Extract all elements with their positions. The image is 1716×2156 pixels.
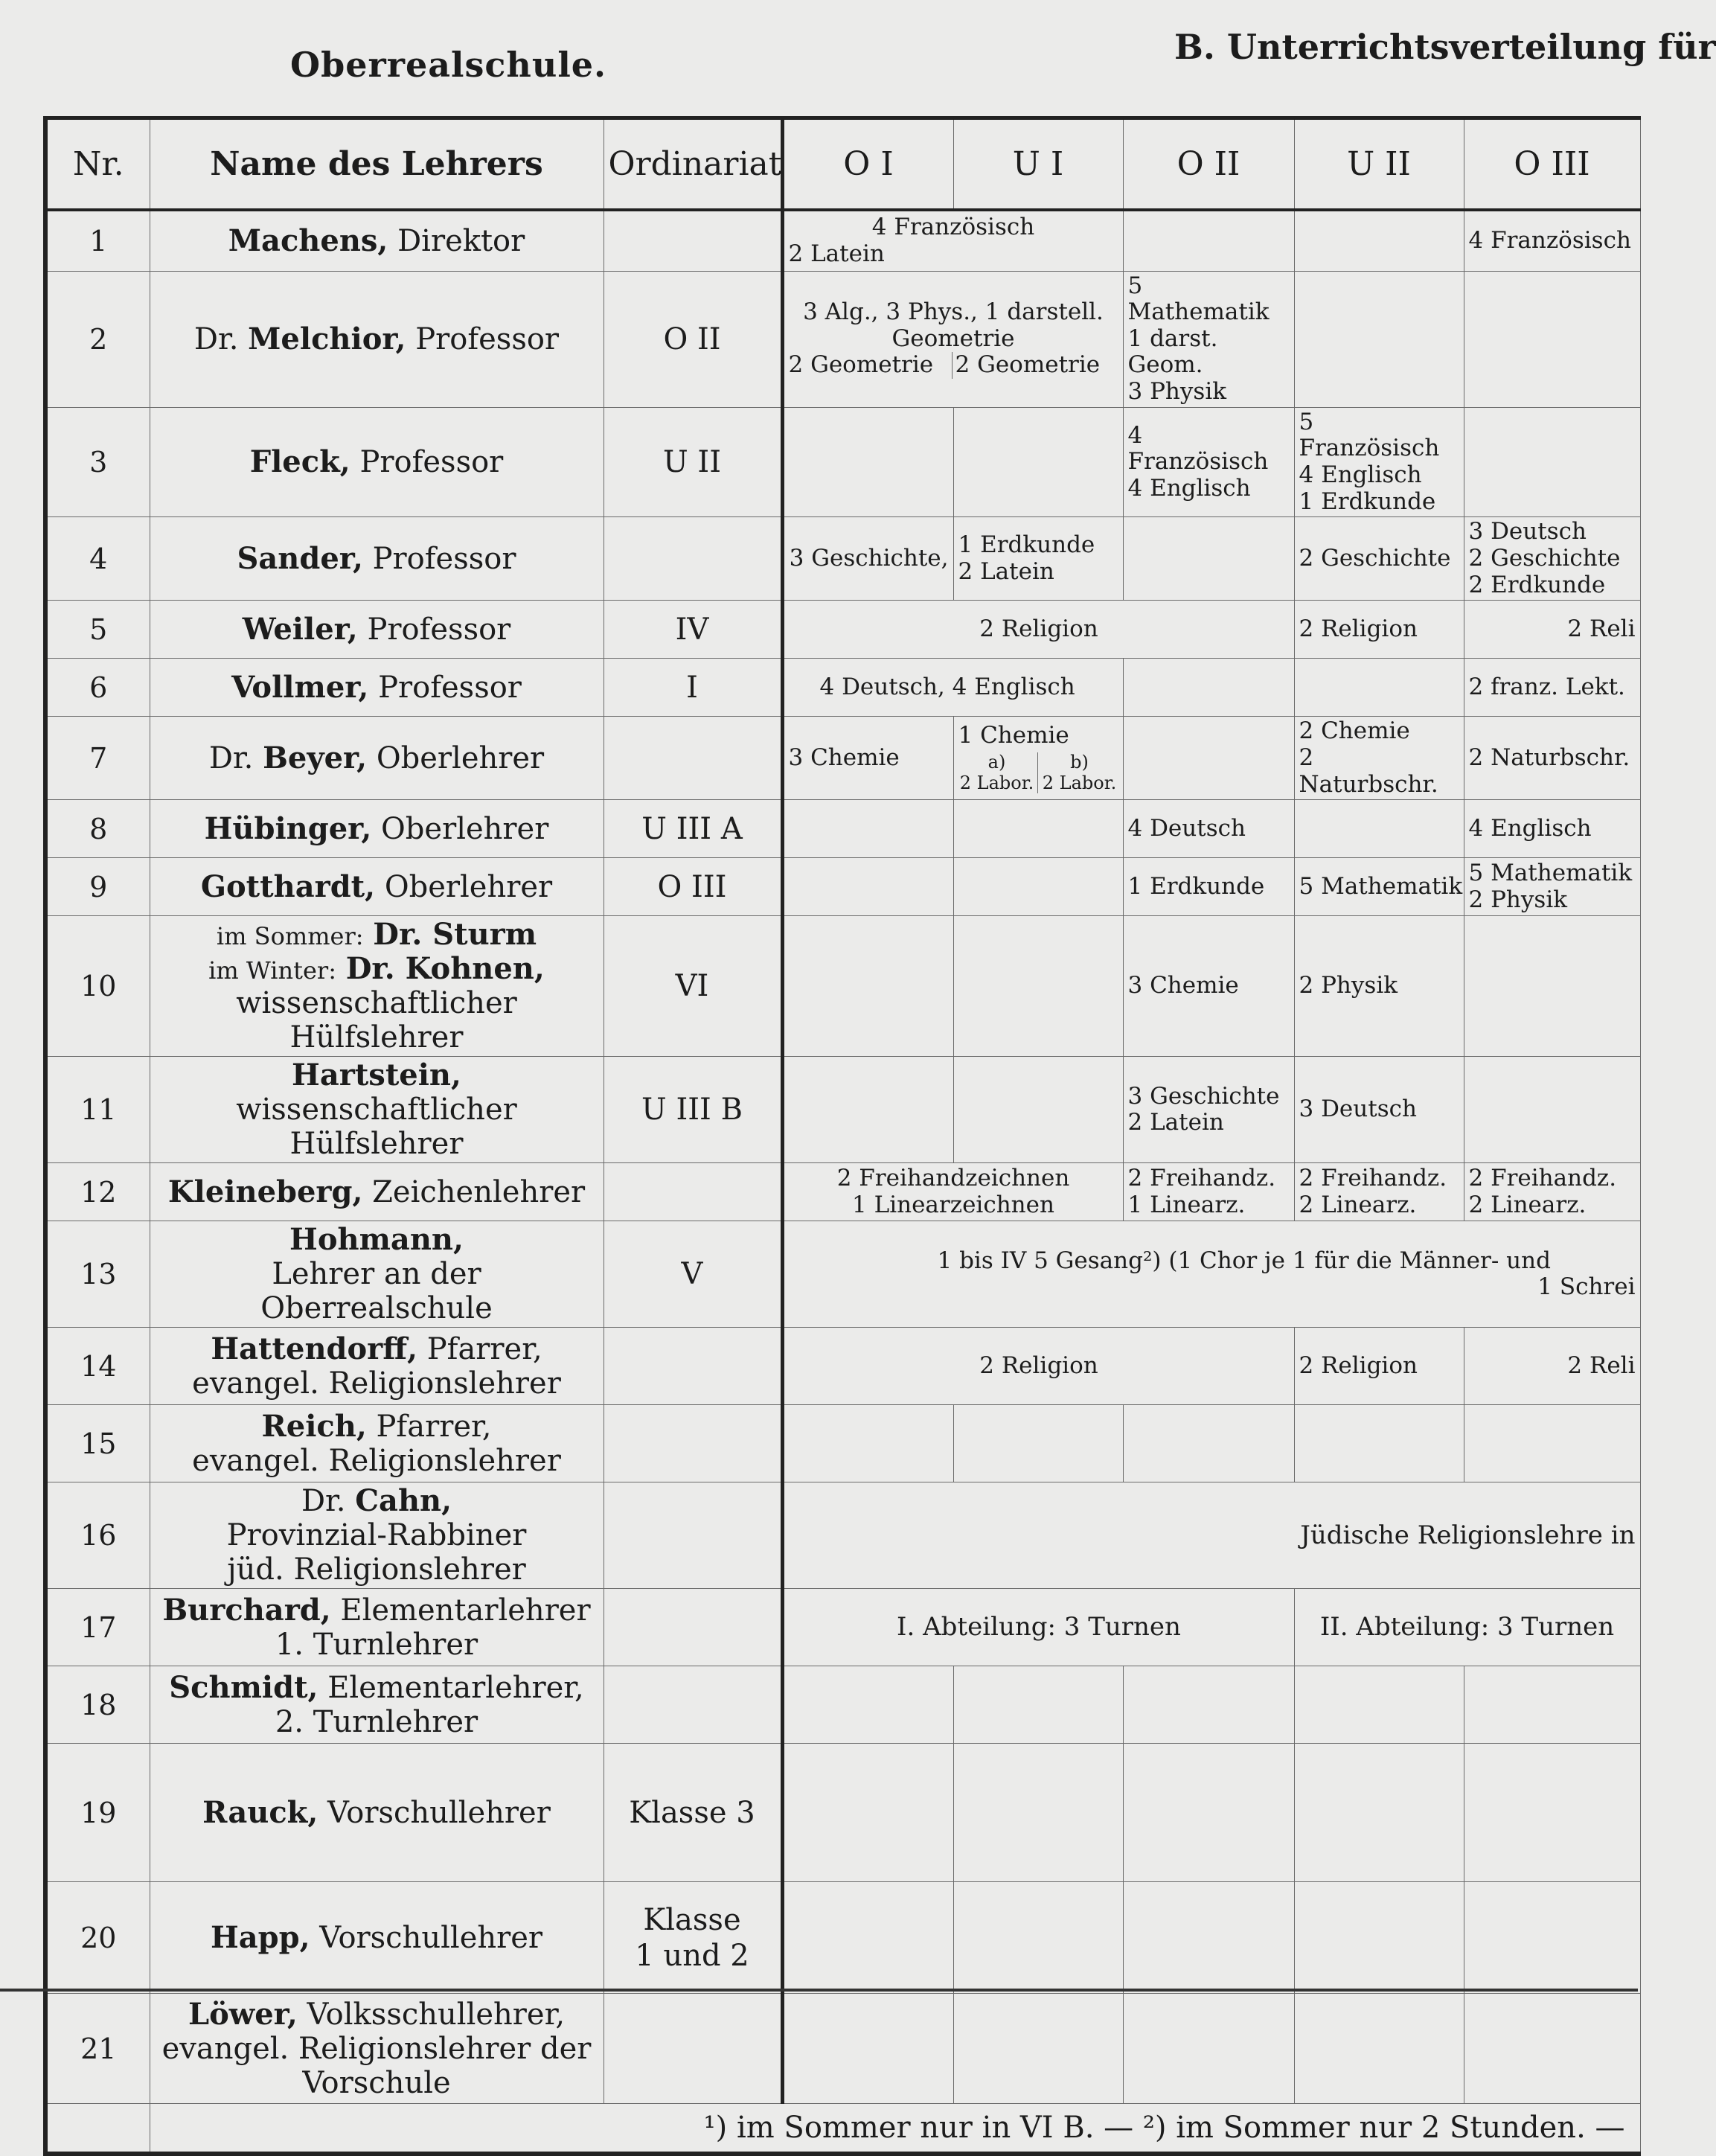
lesson-cell: 5 Mathematik 2 Physik	[1464, 858, 1640, 916]
col-oii: O II	[1123, 118, 1294, 211]
lesson-cell	[1464, 1666, 1640, 1744]
ordinariat	[604, 1482, 782, 1589]
lesson-cell: 3 Chemie	[782, 717, 953, 800]
row-nr: 5	[45, 601, 150, 659]
lesson-cell	[1123, 1882, 1294, 1994]
row-nr: 17	[45, 1589, 150, 1666]
lesson-cell	[1294, 1666, 1464, 1744]
table-row	[45, 1163, 1640, 1221]
lesson-cell	[1464, 1405, 1640, 1482]
row-nr: 11	[45, 1057, 150, 1163]
row-nr: 21	[45, 1994, 150, 2104]
teacher-name: im Sommer: Dr. Sturm im Winter: Dr. Kohnen, wissenschaftlicher Hülfslehrer	[150, 916, 604, 1057]
ordinariat: V	[604, 1221, 782, 1328]
ordinariat	[604, 517, 782, 601]
teacher-name: Löwer, Volksschullehrer, evangel. Religionslehrer der Vorschule	[150, 1994, 604, 2104]
lesson-cell	[1464, 1882, 1640, 1994]
lesson-cell	[953, 1994, 1123, 2104]
table-row	[45, 1328, 1640, 1405]
lesson-cell: 4 Französisch 2 Latein	[782, 210, 1123, 271]
school-title: Oberrealschule.	[290, 45, 607, 85]
table-row	[45, 1057, 1640, 1163]
lesson-cell	[953, 1882, 1123, 1994]
lesson-cell	[1294, 800, 1464, 858]
lesson-cell	[1123, 1744, 1294, 1882]
lesson-cell: 3 Geschichte,	[782, 517, 953, 601]
teacher-name: Burchard, Elementarlehrer 1. Turnlehrer	[150, 1589, 604, 1666]
lesson-cell	[782, 1744, 953, 1882]
lesson-cell: 2 Religion	[1294, 601, 1464, 659]
lesson-cell	[1123, 210, 1294, 271]
header-row	[45, 118, 1640, 211]
table-row	[45, 1744, 1640, 1882]
teacher-name: Vollmer, Professor	[150, 659, 604, 717]
teacher-name: Kleineberg, Zeichenlehrer	[150, 1163, 604, 1221]
lesson-cell: 2 Physik	[1294, 916, 1464, 1057]
table-row	[45, 659, 1640, 717]
lesson-cell	[782, 1666, 953, 1744]
lesson-cell: II. Abteilung: 3 Turnen	[1294, 1589, 1640, 1666]
lesson-cell	[953, 1744, 1123, 1882]
col-nr: Nr.	[45, 118, 150, 211]
ordinariat: I	[604, 659, 782, 717]
teacher-name: Hübinger, Oberlehrer	[150, 800, 604, 858]
ordinariat	[604, 1163, 782, 1221]
teacher-name: Happ, Vorschullehrer	[150, 1882, 604, 1994]
lesson-cell	[1123, 659, 1294, 717]
teacher-name: Rauck, Vorschullehrer	[150, 1744, 604, 1882]
teaching-table	[43, 116, 1641, 2156]
col-uii: U II	[1294, 118, 1464, 211]
teacher-name: Dr. Cahn, Provinzial-Rabbiner jüd. Religionslehrer	[150, 1482, 604, 1589]
lesson-cell: 2 Freihandz. 1 Linearz.	[1123, 1163, 1294, 1221]
table-row	[45, 1589, 1640, 1666]
row-nr: 2	[45, 271, 150, 407]
lesson-cell: 2 Freihandzeichnen 1 Linearzeichnen	[782, 1163, 1123, 1221]
teacher-name: Hohmann, Lehrer an der Oberrealschule	[150, 1221, 604, 1328]
lesson-cell	[782, 1405, 953, 1482]
page-title: B. Unterrichtsverteilung für	[1174, 27, 1716, 67]
lesson-cell	[1123, 1405, 1294, 1482]
lesson-cell	[1294, 271, 1464, 407]
table-row	[45, 271, 1640, 407]
teacher-name: Gotthardt, Oberlehrer	[150, 858, 604, 916]
lesson-cell: 4 Englisch	[1464, 800, 1640, 858]
teacher-name: Sander, Professor	[150, 517, 604, 601]
teacher-name: Hattendorff, Pfarrer, evangel. Religionslehrer	[150, 1328, 604, 1405]
table-row	[45, 858, 1640, 916]
lesson-cell: 2 Religion	[782, 601, 1294, 659]
lesson-cell: 2 franz. Lekt.	[1464, 659, 1640, 717]
lesson-cell: 5 Französisch 4 Englisch 1 Erdkunde	[1294, 407, 1464, 517]
lesson-cell	[782, 858, 953, 916]
ordinariat	[604, 210, 782, 271]
col-ordinariat: Ordinariat	[604, 118, 782, 211]
lesson-cell	[953, 858, 1123, 916]
table-row	[45, 517, 1640, 601]
lesson-cell: 4 Französisch 4 Englisch	[1123, 407, 1294, 517]
lesson-cell: 2 Geschichte	[1294, 517, 1464, 601]
col-ui: U I	[953, 118, 1123, 211]
lesson-cell	[1294, 1744, 1464, 1882]
table-row	[45, 601, 1640, 659]
lesson-cell: 3 Geschichte 2 Latein	[1123, 1057, 1294, 1163]
table-row	[45, 1482, 1640, 1589]
lesson-cell	[782, 1882, 953, 1994]
lesson-cell	[1123, 1666, 1294, 1744]
row-nr: 12	[45, 1163, 150, 1221]
teacher-name: Hartstein, wissenschaftlicher Hülfslehrer	[150, 1057, 604, 1163]
lesson-cell	[1464, 916, 1640, 1057]
teacher-name: Dr. Melchior, Professor	[150, 271, 604, 407]
lesson-cell: 1 Chemie a) 2 Labor. b) 2 Labor.	[953, 717, 1123, 800]
lesson-cell: 5 Mathematik 1 darst. Geom. 3 Physik	[1123, 271, 1294, 407]
lesson-cell: 2 Religion	[782, 1328, 1294, 1405]
lesson-cell	[1123, 517, 1294, 601]
lesson-cell	[1464, 1057, 1640, 1163]
teacher-name: Fleck, Professor	[150, 407, 604, 517]
lesson-cell	[782, 916, 953, 1057]
lesson-cell: 3 Chemie	[1123, 916, 1294, 1057]
ordinariat: VI	[604, 916, 782, 1057]
ordinariat: U II	[604, 407, 782, 517]
lesson-cell: Jüdische Religionslehre in	[782, 1482, 1640, 1589]
lesson-cell	[953, 1057, 1123, 1163]
lesson-cell: 2 Religion	[1294, 1328, 1464, 1405]
table-row	[45, 717, 1640, 800]
row-nr: 20	[45, 1882, 150, 1994]
row-nr: 3	[45, 407, 150, 517]
table-row	[45, 1405, 1640, 1482]
lesson-cell	[1464, 1994, 1640, 2104]
ordinariat	[604, 1328, 782, 1405]
lesson-cell: 2 Freihandz. 2 Linearz.	[1294, 1163, 1464, 1221]
ordinariat: Klasse 1 und 2	[604, 1882, 782, 1994]
lesson-cell: 3 Deutsch 2 Geschichte 2 Erdkunde	[1464, 517, 1640, 601]
lesson-cell	[953, 1405, 1123, 1482]
teacher-name: Reich, Pfarrer, evangel. Religionslehrer	[150, 1405, 604, 1482]
ordinariat	[604, 1994, 782, 2104]
table-row	[45, 1994, 1640, 2104]
lesson-cell	[953, 407, 1123, 517]
lesson-cell	[953, 800, 1123, 858]
teacher-name: Schmidt, Elementarlehrer, 2. Turnlehrer	[150, 1666, 604, 1744]
ordinariat	[604, 1666, 782, 1744]
row-nr: 13	[45, 1221, 150, 1328]
lesson-cell	[953, 1666, 1123, 1744]
lesson-cell	[782, 407, 953, 517]
lesson-cell	[1294, 1994, 1464, 2104]
lesson-cell	[1123, 1994, 1294, 2104]
row-nr: 18	[45, 1666, 150, 1744]
lesson-cell: 2 Reli	[1464, 601, 1640, 659]
col-name: Name des Lehrers	[150, 118, 604, 211]
ordinariat	[604, 1589, 782, 1666]
row-nr: 14	[45, 1328, 150, 1405]
lesson-cell	[1294, 210, 1464, 271]
lesson-cell: I. Abteilung: 3 Turnen	[782, 1589, 1294, 1666]
lesson-cell	[1294, 1405, 1464, 1482]
table-row	[45, 1221, 1640, 1328]
col-oi: O I	[782, 118, 953, 211]
lesson-cell	[1294, 659, 1464, 717]
footnote-spacer	[45, 2104, 150, 2155]
footnote: ¹) im Sommer nur in VI B. — ²) im Sommer nur 2 Stunden. —	[150, 2104, 1640, 2155]
table-row	[45, 407, 1640, 517]
row-nr: 15	[45, 1405, 150, 1482]
ordinariat: O II	[604, 271, 782, 407]
row-nr: 9	[45, 858, 150, 916]
table-row	[45, 800, 1640, 858]
lesson-cell: 1 Erdkunde 2 Latein	[953, 517, 1123, 601]
bottom-rule	[0, 1989, 1638, 1992]
lesson-cell: 1 Erdkunde	[1123, 858, 1294, 916]
row-nr: 4	[45, 517, 150, 601]
lesson-cell	[782, 1057, 953, 1163]
ordinariat: IV	[604, 601, 782, 659]
ordinariat: U III B	[604, 1057, 782, 1163]
lesson-cell: 3 Alg., 3 Phys., 1 darstell. Geometrie 2 Geometrie 2 Geometrie	[782, 271, 1123, 407]
lesson-cell	[1123, 717, 1294, 800]
ordinariat: U III A	[604, 800, 782, 858]
lesson-cell: 4 Deutsch, 4 Englisch	[782, 659, 1123, 717]
lesson-cell: 5 Mathematik	[1294, 858, 1464, 916]
row-nr: 10	[45, 916, 150, 1057]
row-nr: 8	[45, 800, 150, 858]
footnote-row	[45, 2104, 1640, 2155]
lesson-cell: 2 Naturbschr.	[1464, 717, 1640, 800]
teacher-name: Weiler, Professor	[150, 601, 604, 659]
row-nr: 7	[45, 717, 150, 800]
row-nr: 19	[45, 1744, 150, 1882]
lesson-cell: 1 bis IV 5 Gesang²) (1 Chor je 1 für die Männer- und 1 Schrei	[782, 1221, 1640, 1328]
lesson-cell: 2 Reli	[1464, 1328, 1640, 1405]
lesson-cell	[1294, 1882, 1464, 1994]
lesson-cell	[1464, 407, 1640, 517]
lesson-cell	[953, 916, 1123, 1057]
lesson-cell: 4 Deutsch	[1123, 800, 1294, 858]
lesson-cell	[782, 1994, 953, 2104]
table-row	[45, 210, 1640, 271]
table-row	[45, 1666, 1640, 1744]
row-nr: 16	[45, 1482, 150, 1589]
ordinariat	[604, 717, 782, 800]
lesson-cell: 2 Chemie 2 Naturbschr.	[1294, 717, 1464, 800]
ordinariat: O III	[604, 858, 782, 916]
ordinariat: Klasse 3	[604, 1744, 782, 1882]
lesson-cell	[1464, 271, 1640, 407]
row-nr: 1	[45, 210, 150, 271]
table-row	[45, 916, 1640, 1057]
lesson-cell: 2 Freihandz. 2 Linearz.	[1464, 1163, 1640, 1221]
teacher-name: Dr. Beyer, Oberlehrer	[150, 717, 604, 800]
lesson-cell	[782, 800, 953, 858]
lesson-cell	[1464, 1744, 1640, 1882]
table-row	[45, 1882, 1640, 1994]
teacher-name: Machens, Direktor	[150, 210, 604, 271]
col-oiii: O III	[1464, 118, 1640, 211]
lesson-cell: 4 Französisch	[1464, 210, 1640, 271]
lesson-cell: 3 Deutsch	[1294, 1057, 1464, 1163]
ordinariat	[604, 1405, 782, 1482]
row-nr: 6	[45, 659, 150, 717]
